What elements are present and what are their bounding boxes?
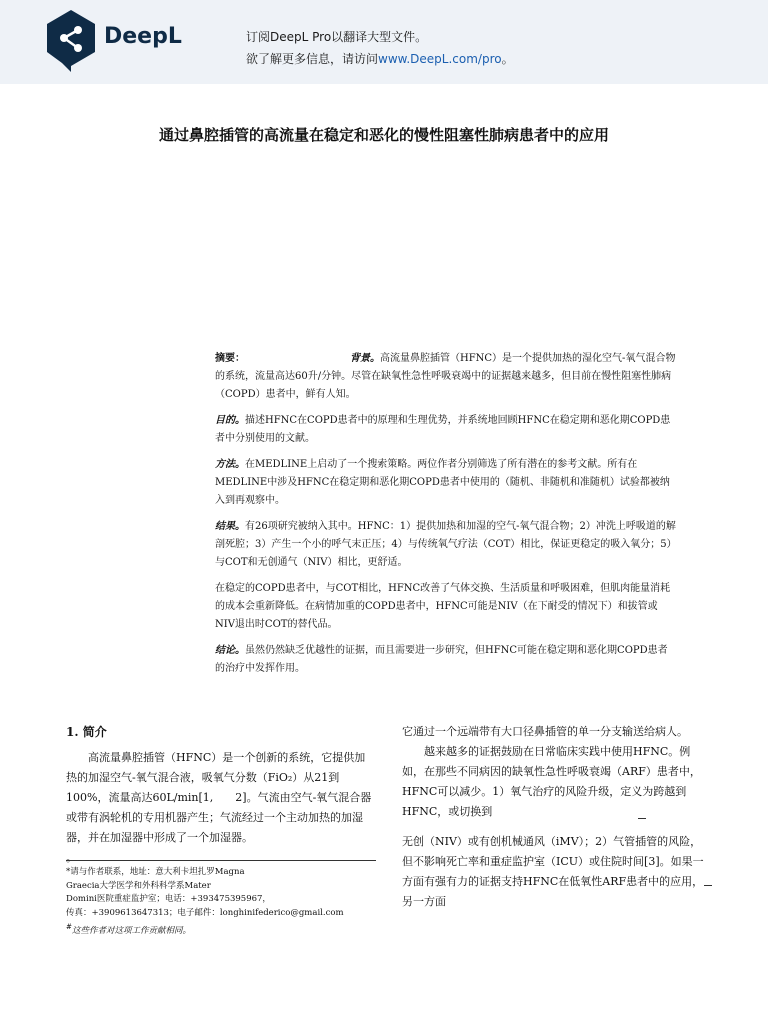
- result-label: 结果。: [215, 521, 245, 532]
- promo-line-2-prefix: 欲了解更多信息，请访问: [246, 52, 379, 66]
- deepl-logo-text[interactable]: DeepL: [104, 24, 182, 49]
- method-text: 在MEDLINE上启动了一个搜索策略。两位作者分别筛选了所有潜在的参考文献。所有在MEDLINE中涉及HFNC在稳定期和恶化期COPD患者中使用的（随机、非随机和准随机）试验都被纳入到再观察中。: [215, 459, 670, 506]
- abstract-background: [215, 350, 677, 404]
- deepl-pro-link[interactable]: www.DeepL.com/pro: [378, 52, 502, 66]
- conclusion-label: 结论。: [215, 645, 245, 656]
- paper-title: 通过鼻腔插管的高流量在稳定和恶化的慢性阻塞性肺病患者中的应用: [158, 126, 609, 144]
- margin-dash-2: [704, 885, 712, 886]
- deepl-banner: [0, 0, 768, 84]
- footnote-line-4: 传真：+3909613647313；电子邮件：longhinifederico@gmail.com: [66, 907, 344, 918]
- left-column: [66, 722, 372, 868]
- abstract-label: 摘要：: [215, 353, 245, 364]
- aim-label: 目的。: [215, 415, 245, 426]
- abstract-method: [215, 456, 677, 510]
- abstract-results: [215, 518, 677, 572]
- intro-paragraph-1: 高流量鼻腔插管（HFNC）是一个创新的系统，它提供加热的加湿空气-氧气混合液，吸氧气分数（FiO₂）从21到100%，流量高达60L/min[1, 2]。气流由空气-氧气混合器或带有涡轮机的专用机器产生；气流经过一个主动加热的加湿器，并在加湿器中形成了一个加湿器。: [66, 751, 372, 844]
- footnote-line-2: Graecia大学医学和外科科学系Mater: [66, 880, 211, 891]
- margin-dash-1: [638, 818, 646, 819]
- abstract-aim: [215, 412, 677, 448]
- footnote-line-3: Domini医院重症监护室；电话：+393475395967，: [66, 894, 271, 904]
- footnote-line-5-text: 这些作者对这项工作贡献相同。: [71, 925, 191, 936]
- aim-text: 描述HFNC在COPD患者中的原理和生理优势，并系统地回顾HFNC在稳定期和恶化期COPD患者中分别使用的文献。: [215, 415, 671, 444]
- footnote-line-5: [66, 920, 376, 938]
- footnotes: [66, 866, 376, 938]
- footnote-marker: #: [66, 922, 72, 931]
- method-label: 方法。: [215, 459, 245, 470]
- intro-paragraph-1-tail: 。: [66, 851, 77, 864]
- section-heading-introduction: 1. 简介: [66, 725, 107, 739]
- conclusion-text: 虽然仍然缺乏优越性的证据，而且需要进一步研究，但HFNC可能在稳定期和恶化期COPD患者的治疗中发挥作用。: [215, 645, 668, 674]
- promo-line-2: [246, 48, 514, 70]
- background-text: 高流量鼻腔插管（HFNC）是一个提供加热的湿化空气-氧气混合物的系统，流量高达60升/分钟。尽管在缺氧性急性呼吸衰竭中的证据越来越多，但目前在慢性阻塞性肺病（COPD）患者中，鲜有人知。: [215, 353, 676, 400]
- right-column: [402, 722, 708, 912]
- deepl-logo-icon[interactable]: [44, 8, 98, 72]
- promo-text: [246, 26, 514, 70]
- background-label: 背景。: [350, 353, 380, 364]
- abstract-results-2: 在稳定的COPD患者中，与COT相比，HFNC改善了气体交换、生活质量和呼吸困难，但肌肉能量消耗的成本会重新降低。在病情加重的COPD患者中，HFNC可能是NIV（在下耐受的情况下）和拔管或NIV退出时COT的替代品。: [215, 583, 671, 630]
- abstract: [215, 350, 677, 686]
- footnote-rule: [66, 860, 376, 861]
- footnote-line-1: *请与作者联系，地址：意大利卡坦扎罗Magna: [66, 867, 245, 877]
- promo-line-1: 订阅DeepL Pro以翻译大型文件。: [246, 30, 428, 44]
- intro-paragraph-3: 无创（NIV）或有创机械通风（iMV）；2）气管插管的风险，但不影响死亡率和重症监护室（ICU）或住院时间[3]。如果一方面有强有力的证据支持HFNC在低氧性ARF患者中的应用，另一方面: [402, 835, 704, 908]
- result-text: 有26项研究被纳入其中。HFNC：1）提供加热和加湿的空气-氧气混合物；2）冲洗上呼吸道的解剖死腔；3）产生一个小的呼气末正压；4）与传统氧气疗法（COT）相比，保证更稳定的吸入氧分；5）与COT和无创通气（NIV）相比，更舒适。: [215, 521, 677, 568]
- abstract-conclusion: [215, 642, 677, 678]
- intro-paragraph-2: 越来越多的证据鼓励在日常临床实践中使用HFNC。例如，在那些不同病因的缺氧性急性呼吸衰竭（ARF）患者中，HFNC可以减少。1）氧气治疗的风险升级，定义为跨越到HFNC，或切换到: [402, 745, 701, 818]
- intro-paragraph-continued: 它通过一个远端带有大口径鼻插管的单一分支输送给病人。: [402, 725, 688, 738]
- promo-line-2-suffix: 。: [501, 52, 514, 66]
